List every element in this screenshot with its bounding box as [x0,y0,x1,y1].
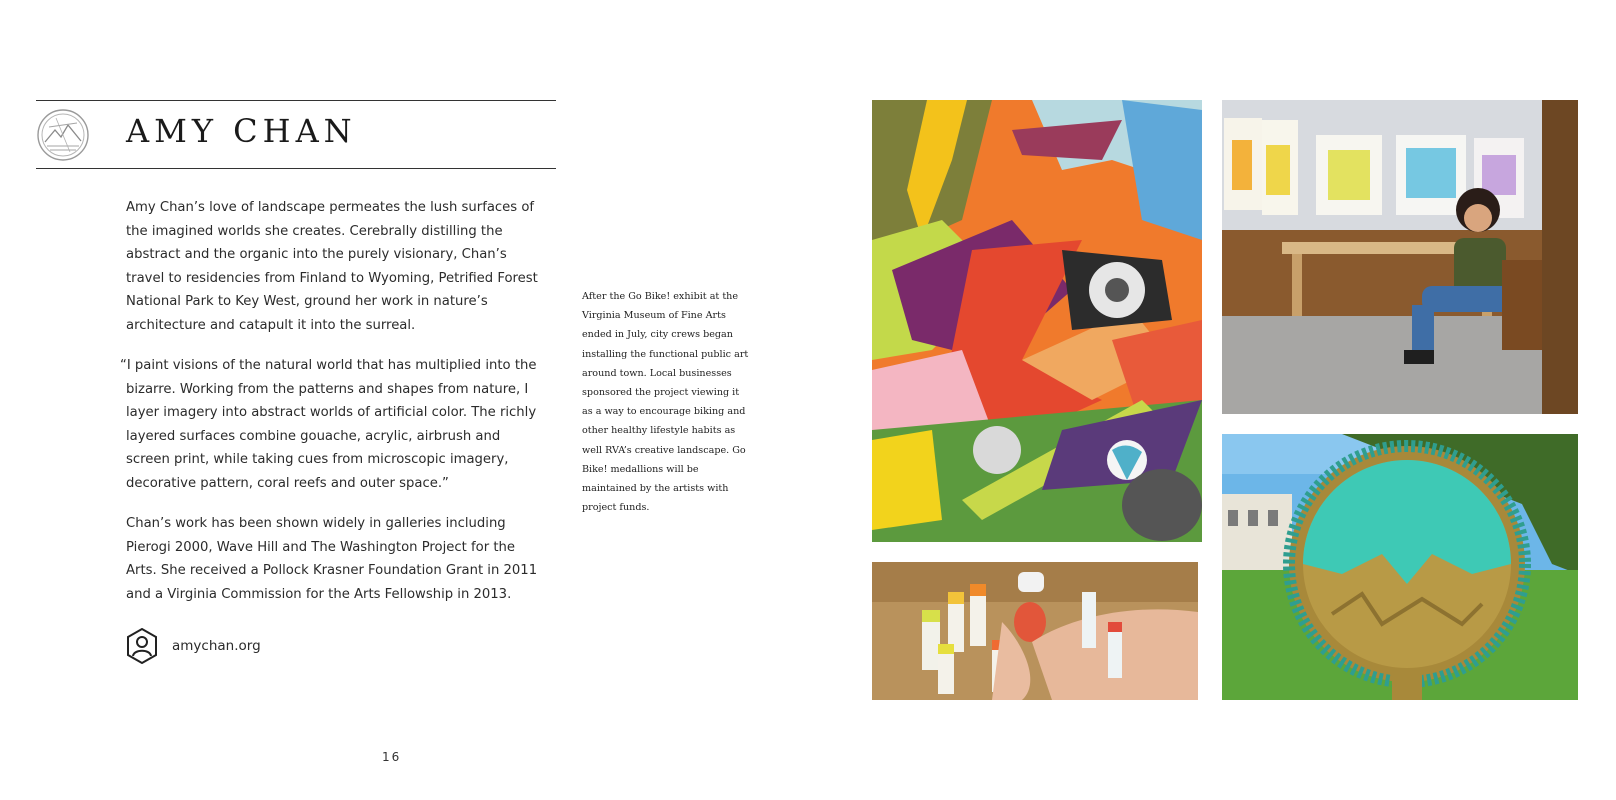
header-rule-bottom [36,168,556,169]
user-profile-icon [126,628,158,664]
go-bike-medallion-photo [1222,434,1578,700]
page-number: 16 [382,750,402,764]
artist-bio [120,196,546,623]
paint-tubes-photo [872,562,1198,700]
artist-name-title: AMY CHAN [126,112,357,150]
artist-studio-photo [1222,100,1578,414]
side-note-caption: After the Go Bike! exhibit at the Virginia Museum of Fine Arts ended in July, city crews began installing the functional public art around town. Local businesses sponsored the project viewing it as a way to encourage biking and other healthy lifestyle habits as well RVA’s creative landscape. Go Bike! medallions will be maintained by the artists with project funds. [582,291,749,514]
artist-quote: “I paint visions of the natural world that has multiplied into the bizarre. Working from the patterns and shapes from nature, I layer imagery into abstract worlds of artificial color. The richly layered surfaces combine gouache, acrylic, airbrush and screen print, while taking cues from microscopic imagery, decorative pattern, coral reefs and outer space.” [120,358,537,491]
mountain-medallion-icon [36,108,90,162]
bio-paragraph: Amy Chan’s love of landscape permeates the lush surfaces of the imagined worlds she creates. Cerebrally distilling the abstract and the organic into the purely visionary, Chan’s travel to residencies from Finland to Wyoming, Petrified Forest National Park to Key West, ground her work in nature’s architecture and catapult it into the surreal. [126,200,538,333]
bio-paragraph: Chan’s work has been shown widely in galleries including Pierogi 2000, Wave Hill and The Washington Project for the Arts. She received a Pollock Krasner Foundation Grant in 2011 and a Virginia Commission for the Arts Fellowship in 2013. [126,516,538,602]
header-rule-top [36,100,556,101]
website-link[interactable]: amychan.org [172,638,261,654]
website-link-row[interactable] [126,628,261,664]
abstract-painting-image [872,100,1202,542]
